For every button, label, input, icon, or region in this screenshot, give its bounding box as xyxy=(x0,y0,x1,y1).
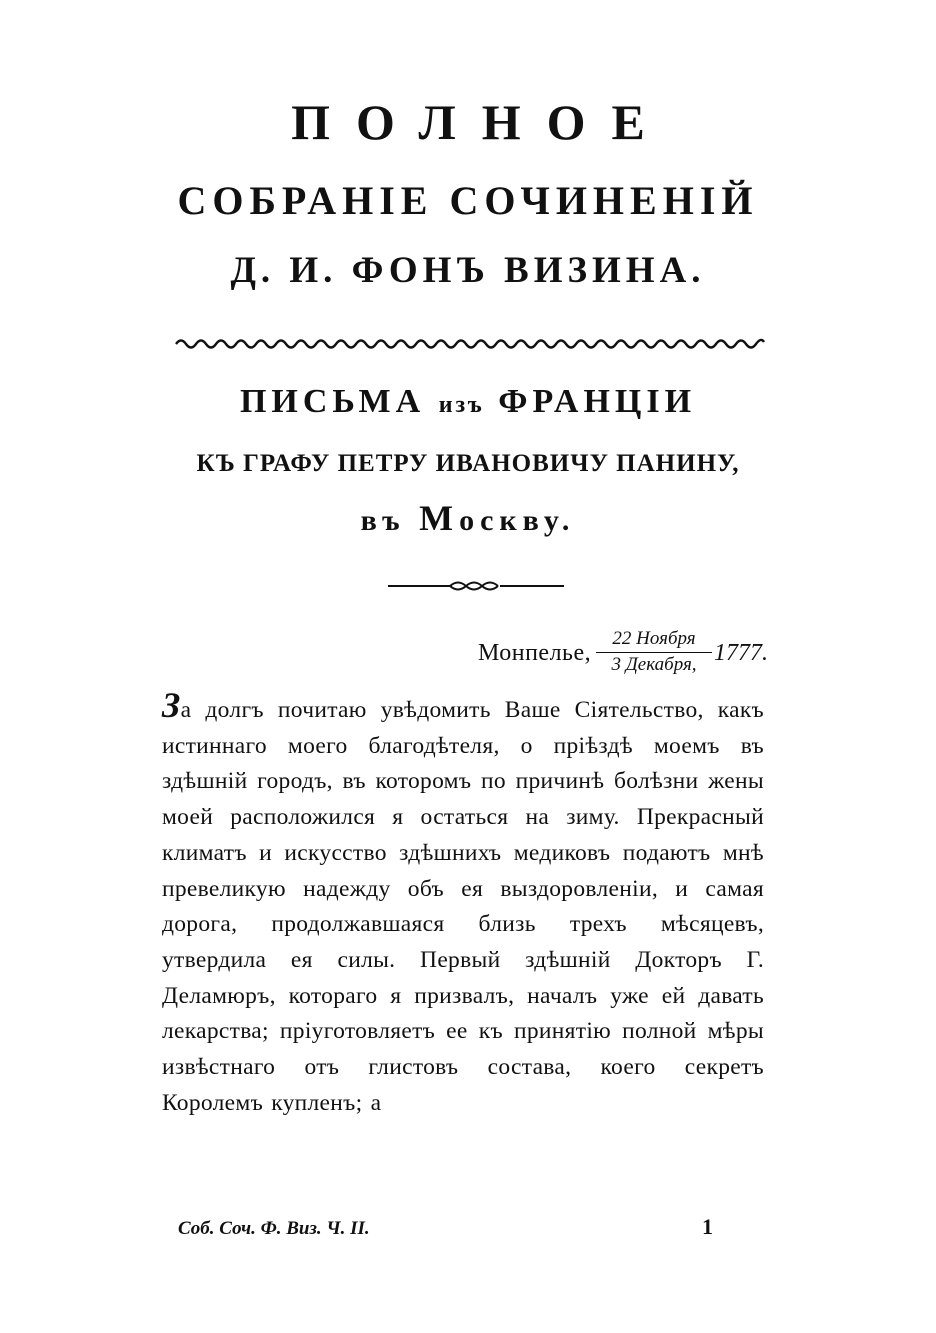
letter-dateline xyxy=(478,628,798,684)
signature-number: 1 xyxy=(702,1214,713,1239)
subtitle-line-3 xyxy=(0,498,936,541)
letter-body-text: а долгъ почитаю увѣдомить Ваше Сіятельство, какъ истиннаго моего благодѣтеля, о пріѣздѣ моемъ въ здѣшній городъ, въ которомъ по причинѣ болѣзни жены моей расположился я остаться на зиму. Прекрасный климатъ и искусство здѣшнихъ медиковъ подаютъ мнѣ превеликую надежду объ ея выздоровленіи, и самая дорога, продолжавшаяся близь трехъ мѣсяцевъ, утвердила ея силы. Первый здѣшній Докторъ Г. Деламюръ, котораго я призвалъ, началъ уже ей давать лекарства; пріуготовляетъ ее къ принятію полной мѣры извѣстнаго отъ глистовъ состава, коего секретъ Королемъ купленъ; а xyxy=(162,697,764,1116)
subtitle-word-letters: ПИСЬМА xyxy=(239,383,426,420)
subtitle-word-to: въ xyxy=(360,504,406,537)
dateline-year: 1777. xyxy=(714,640,768,666)
dateline-place: Монпелье, xyxy=(478,640,592,666)
subtitle-moscow-initial: М xyxy=(419,498,460,538)
dateline-date-new-style: 3 Декабря, xyxy=(611,654,697,675)
title-line-1: ПОЛНОЕ xyxy=(291,94,671,150)
page-footer xyxy=(178,1214,738,1248)
center-ornament xyxy=(388,576,564,596)
signature-mark: Соб. Соч. Ф. Виз. Ч. II. xyxy=(178,1218,370,1239)
subtitle-word-from: изъ xyxy=(438,392,485,418)
dateline-date-fraction xyxy=(596,628,712,677)
dateline-date-old-style: 22 Ноября xyxy=(596,628,712,653)
subtitle-line-1 xyxy=(0,380,936,427)
wavy-rule-ornament xyxy=(172,330,768,354)
subtitle-moscow-rest: оскву. xyxy=(459,504,576,537)
subtitle-word-france: ФРАНЦІИ xyxy=(498,383,697,420)
subtitle-line-2: КЪ ГРАФУ ПЕТРУ ИВАНОВИЧУ ПАНИНУ, xyxy=(196,450,740,477)
title-line-2: СОБРАНІЕ СОЧИНЕНІЙ xyxy=(177,178,759,223)
drop-cap: З xyxy=(162,685,181,725)
title-line-3: Д. И. ФОНЪ ВИЗИНА. xyxy=(230,250,706,291)
letter-body-paragraph xyxy=(162,685,764,1121)
